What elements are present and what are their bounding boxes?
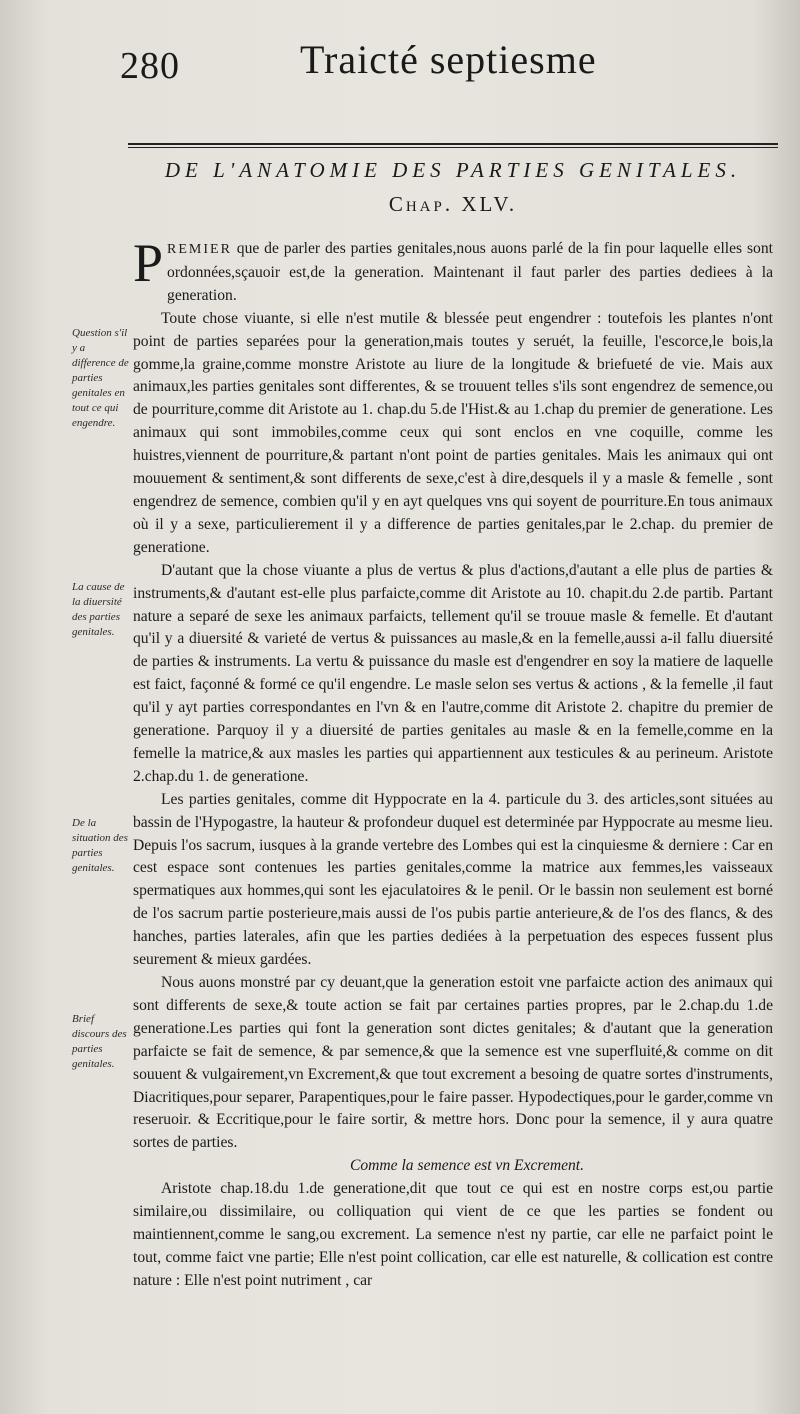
header-rule [128, 143, 778, 145]
page-header [0, 36, 800, 96]
chapter-title: Chap. XLV. [388, 192, 518, 216]
paragraph [133, 233, 773, 308]
margin-note: La cause de la diuersité des parties genitales. [72, 581, 125, 638]
opening-word: REMIER [167, 242, 232, 257]
header-rule-thin [128, 147, 778, 148]
paragraph: Les parties genitales, comme dit Hyppocrate en la 4. particule du 3. des articles,sont situées au bassin de l'Hypogastre, la hauteur & profondeur duquel est determinée par Hyppocrate au mesme lieu. Depuis l'os sacrum, iusques à la grande vertebre des Lombes qui est la cinquiesme & derniere : Car en cest espace sont contenues les parties genitales,comme la matrice aux femmes,les vaisseaux spermatiques aux hommes,qui sont les ejaculatoires & le penil. Or le bassin non seulement est borné de l'os sacrum partie posterieure,mais aussi de l'os pubis partie anterieure,& de l'os des flancs, & des hanches, parties laterales, afin que les parties dediées à la perpetuation des especes fussent plus seurement & mieux gardées. [133, 790, 773, 969]
paragraph: Aristote chap.18.du 1.de generatione,dit que tout ce qui est en nostre corps est,ou partie similaire,ou dissimilaire, ou colliquation qui vient de ce que les parties se fondent ou maintiennent,comme le sang,ou excrement. La semence n'est ny partie, car elle ne parfaict point le tout, comme faict vne partie; Elle n'est point collication, car elle est naturelle, & collication est contre nature : Elle n'est point nutriment , car [133, 1180, 773, 1289]
margin-note: Brief discours des parties genitales. [72, 1013, 127, 1070]
paragraph: Toute chose viuante, si elle n'est mutile & blessée peut engendrer : toutefois les plantes n'ont point de parties separées pour la generation,mais toutes y seruét, la feuille, l'escorce,le bois,la gomme,la graine,comme monstre Aristote au liure de la longitude & briefueté de vie. Mais aux animaux,les parties genitales sont differentes, & se trouuent telles s'ils sont engendrez de semence,ou de pourriture,comme dit Aristote au 1. chap.du 5.de l'Hist.& au 1.chap du premier de generatione. Les animaux qui sont immobiles,comme ceux qui sont enclos en vne coquille, comme les huistres,viennent de pourriture,& partant n'ont point de parties genitales. Mais les animaux qui ont mouuement & sentiment,& sont differents de sexe,c'est à dire,desquels il y a masle & femelle , sont engendrez de semence, combien qu'il y en ayt quelques vns qui soyent de pourriture.En tous animaux où il y a sexe, particulierement il y a difference de parties genitales,par le 2.chap. du premier de generatione. [133, 309, 773, 556]
section-title: DE L'ANATOMIE DES PARTIES GENITALES. [164, 158, 742, 182]
paragraph: D'autant que la chose viuante a plus de vertus & plus d'actions,d'autant a elle plus de parties & instruments,& d'autant est-elle plus parfaicte,comme dit Aristote au 10. chapit.du 2.de partib. Partant nature a separé de sexe les animaux parfaicts, tellement qu'il se trouue masle & femelle. Et d'autant qu'il y a diuersité & varieté de vertus & puissances au masle,& en la femelle,aussi a-il fallu diuersité de parties & instruments. La vertu & puissance du masle est d'engendrer en soy la matiere de laquelle est faict, façonné & formé ce qu'il engendre. Le masle selon ses vertus & actions , & la femelle ,il faut qu'il y ayt parties correspondantes en l'vn & en l'autre,comme dit Aristote 2. chapitre du premier de generatione. Parquoy il y a diuersité de parties genitales au masle & en la femelle,comme en la femelle la matrice,& aux masles les parties qui appartiennent aux testicules & au perineum. Aristote 2.chap.du 1. de generatione. [133, 561, 773, 785]
paragraph: Nous auons monstré par cy deuant,que la generation estoit vne parfaicte action des animaux qui sont differents de sexe,& toute action se fait par certaines parties propres, par le 2.chap.du 1.de generatione.Les parties qui font la generation sont dictes genitales; & d'autant que la generation parfaicte se fait de semence, & par semence,& que la semence est vne superfluité,& comme on dit souuent & vulgairement,vn Excrement,& que tout excrement a besoing de quatre sortes d'instruments, Diacritiques,pour separer, Parapentiques,pour le faire passer. Hypodectiques,pour le garder,comme vn reseruoir. & Eccritique,pour le faire sortir, & mettre hors. Donc pour la semence, il y aura quatre sortes de parties. [133, 974, 773, 1152]
running-title: Traicté septiesme [300, 37, 597, 82]
paragraph-text: que de parler des parties genitales,nous auons parlé de la fin pour laquelle elles sont ordonnées,sçauoir est,de la generation. Maintenant il faut parler des parties dediees à la generation. [167, 240, 773, 304]
chapter-body [133, 233, 773, 1293]
drop-cap: P [133, 233, 164, 293]
page-number: 280 [120, 45, 180, 87]
margin-note: De la situation des parties genitales. [72, 817, 128, 874]
margin-note: Question s'il y a difference de parties genitales en tout ce qui engendre. [72, 327, 129, 429]
subheading: Comme la semence est vn Excrement. [349, 1157, 585, 1175]
